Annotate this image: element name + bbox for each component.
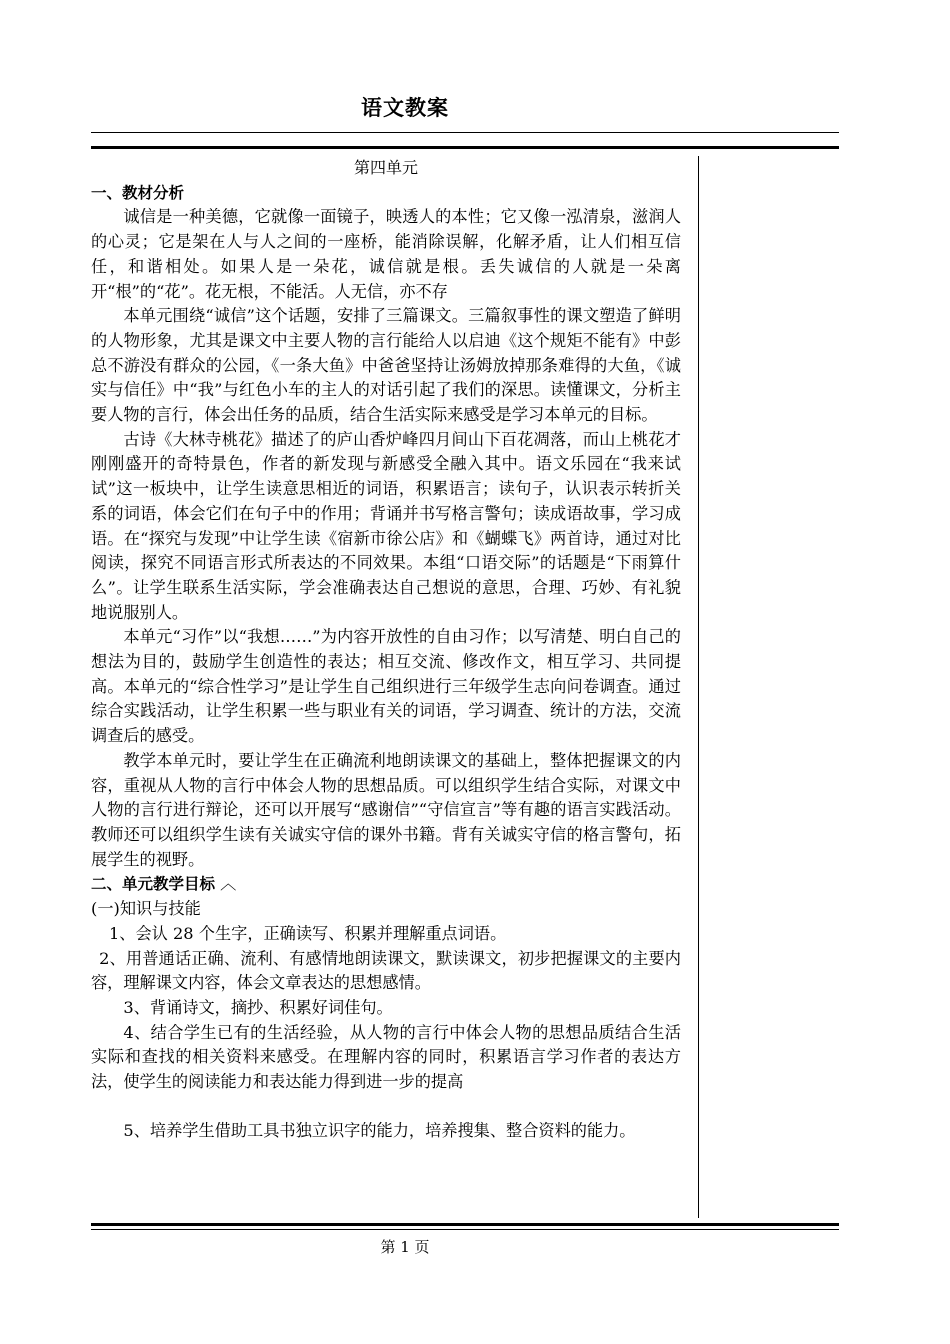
paragraph: 本单元围绕“诚信”这个话题，安排了三篇课文。三篇叙事性的课文塑造了鲜明的人物形象，尤其是课文中主要人物的言行能给人以启迪《这个规矩不能有》中彭总不游没有群众的公园，《一条大鱼》中爸爸坚持让汤姆放掉那条难得的大鱼，《诚实与信任》中“我”与红色小车的主人的对话引起了我们的深思。读懂课文，分析主要人物的言行，体会出任务的品质，结合生活实际来感受是学习本单元的目标。: [91, 306, 681, 425]
page-header-title: 语文教案: [361, 96, 449, 120]
section-heading-material-analysis: 一、教材分析: [91, 183, 185, 202]
footer-rule-thin: [91, 1229, 839, 1230]
table-right-border: [698, 156, 699, 1218]
lesson-content: [91, 156, 681, 1144]
goal-item: 3、背诵诗文，摘抄、积累好词佳句。: [123, 997, 393, 1017]
header-rule-thick: [91, 146, 839, 149]
paragraph: 本单元“习作”以“我想……”为内容开放性的自由习作；以写清楚、明白自己的想法为目的，鼓励学生创造性的表达；相互交流、修改作文，相互学习、共同提高。本单元的“综合性学习”是让学生自己组织进行三年级学生志向问卷调查。通过综合实践活动，让学生积累一些与职业有关的词语，学习调查、统计的方法，交流调查后的感受。: [91, 627, 681, 746]
goal-item: 1、会认 28 个生字，正确读写、积累并理解重点词语。: [109, 923, 507, 943]
paragraph: 古诗《大林寺桃花》描述了的庐山香炉峰四月间山下百花凋落，而山上桃花才刚刚盛开的奇特景色，作者的新发现与新感受全融入其中。语文乐园在“我来试试”这一板块中，让学生读意思相近的词语，积累语言；读句子，认识表示转折关系的词语，体会它们在句子中的作用；背诵并书写格言警句；读成语故事，学习成语。在“探究与发现”中让学生读《宿新市徐公店》和《蝴蝶飞》两首诗，通过对比阅读，探究不同语言形式所表达的不同效果。本组“口语交际”的话题是“下雨算什么”。让学生联系生活实际，学会准确表达自己想说的意思，合理、巧妙、有礼貌地说服别人。: [91, 429, 681, 622]
section-heading-teaching-goals: [91, 872, 681, 897]
unit-title: 第四单元: [353, 158, 418, 177]
subheading-knowledge-skills: (一)知识与技能: [91, 899, 201, 919]
section-heading-text: 二、单元教学目标: [91, 875, 216, 894]
header-rule-thin: [91, 132, 839, 133]
goal-item: 5、培养学生借助工具书独立识字的能力，培养搜集、整合资料的能力。: [123, 1121, 636, 1141]
paragraph: 诚信是一种美德，它就像一面镜子，映透人的本性；它又像一泓清泉，滋润人的心灵；它是架在人与人之间的一座桥，能消除误解，化解矛盾，让人们相互信任，和谐相处。如果人是一朵花，诚信就是根。丢失诚信的人就是一朵离开“根”的“花”。花无根，不能活。人无信，亦不存: [91, 207, 681, 301]
goal-item: 4、结合学生已有的生活经验，从人物的言行中体会人物的思想品质结合生活实际和查找的相关资料来感受。在理解内容的同时，积累语言学习作者的表达方法，使学生的阅读能力和表达能力得到进一步的提高: [91, 1022, 681, 1092]
goal-item: 2、用普通话正确、流利、有感情地朗读课文，默读课文，初步把握课文的主要内容，理解课文内容，体会文章表达的思想感情。: [91, 948, 681, 993]
paragraph: 教学本单元时，要让学生在正确流利地朗读课文的基础上，整体把握课文的内容，重视从人物的言行中体会人物的思想品质。可以组织学生结合实际，对课文中人物的言行进行辩论，还可以开展写“感谢信”“守信宣言”等有趣的语言实践活动。教师还可以组织学生读有关诚实守信的课外书籍。背有关诚实守信的格言警句，拓展学生的视野。: [91, 750, 681, 869]
blank-line: [91, 1095, 681, 1120]
caret-mark: ︿: [220, 874, 237, 894]
page-number: 第 1 页: [380, 1238, 430, 1256]
footer-rule-thick: [91, 1223, 839, 1226]
